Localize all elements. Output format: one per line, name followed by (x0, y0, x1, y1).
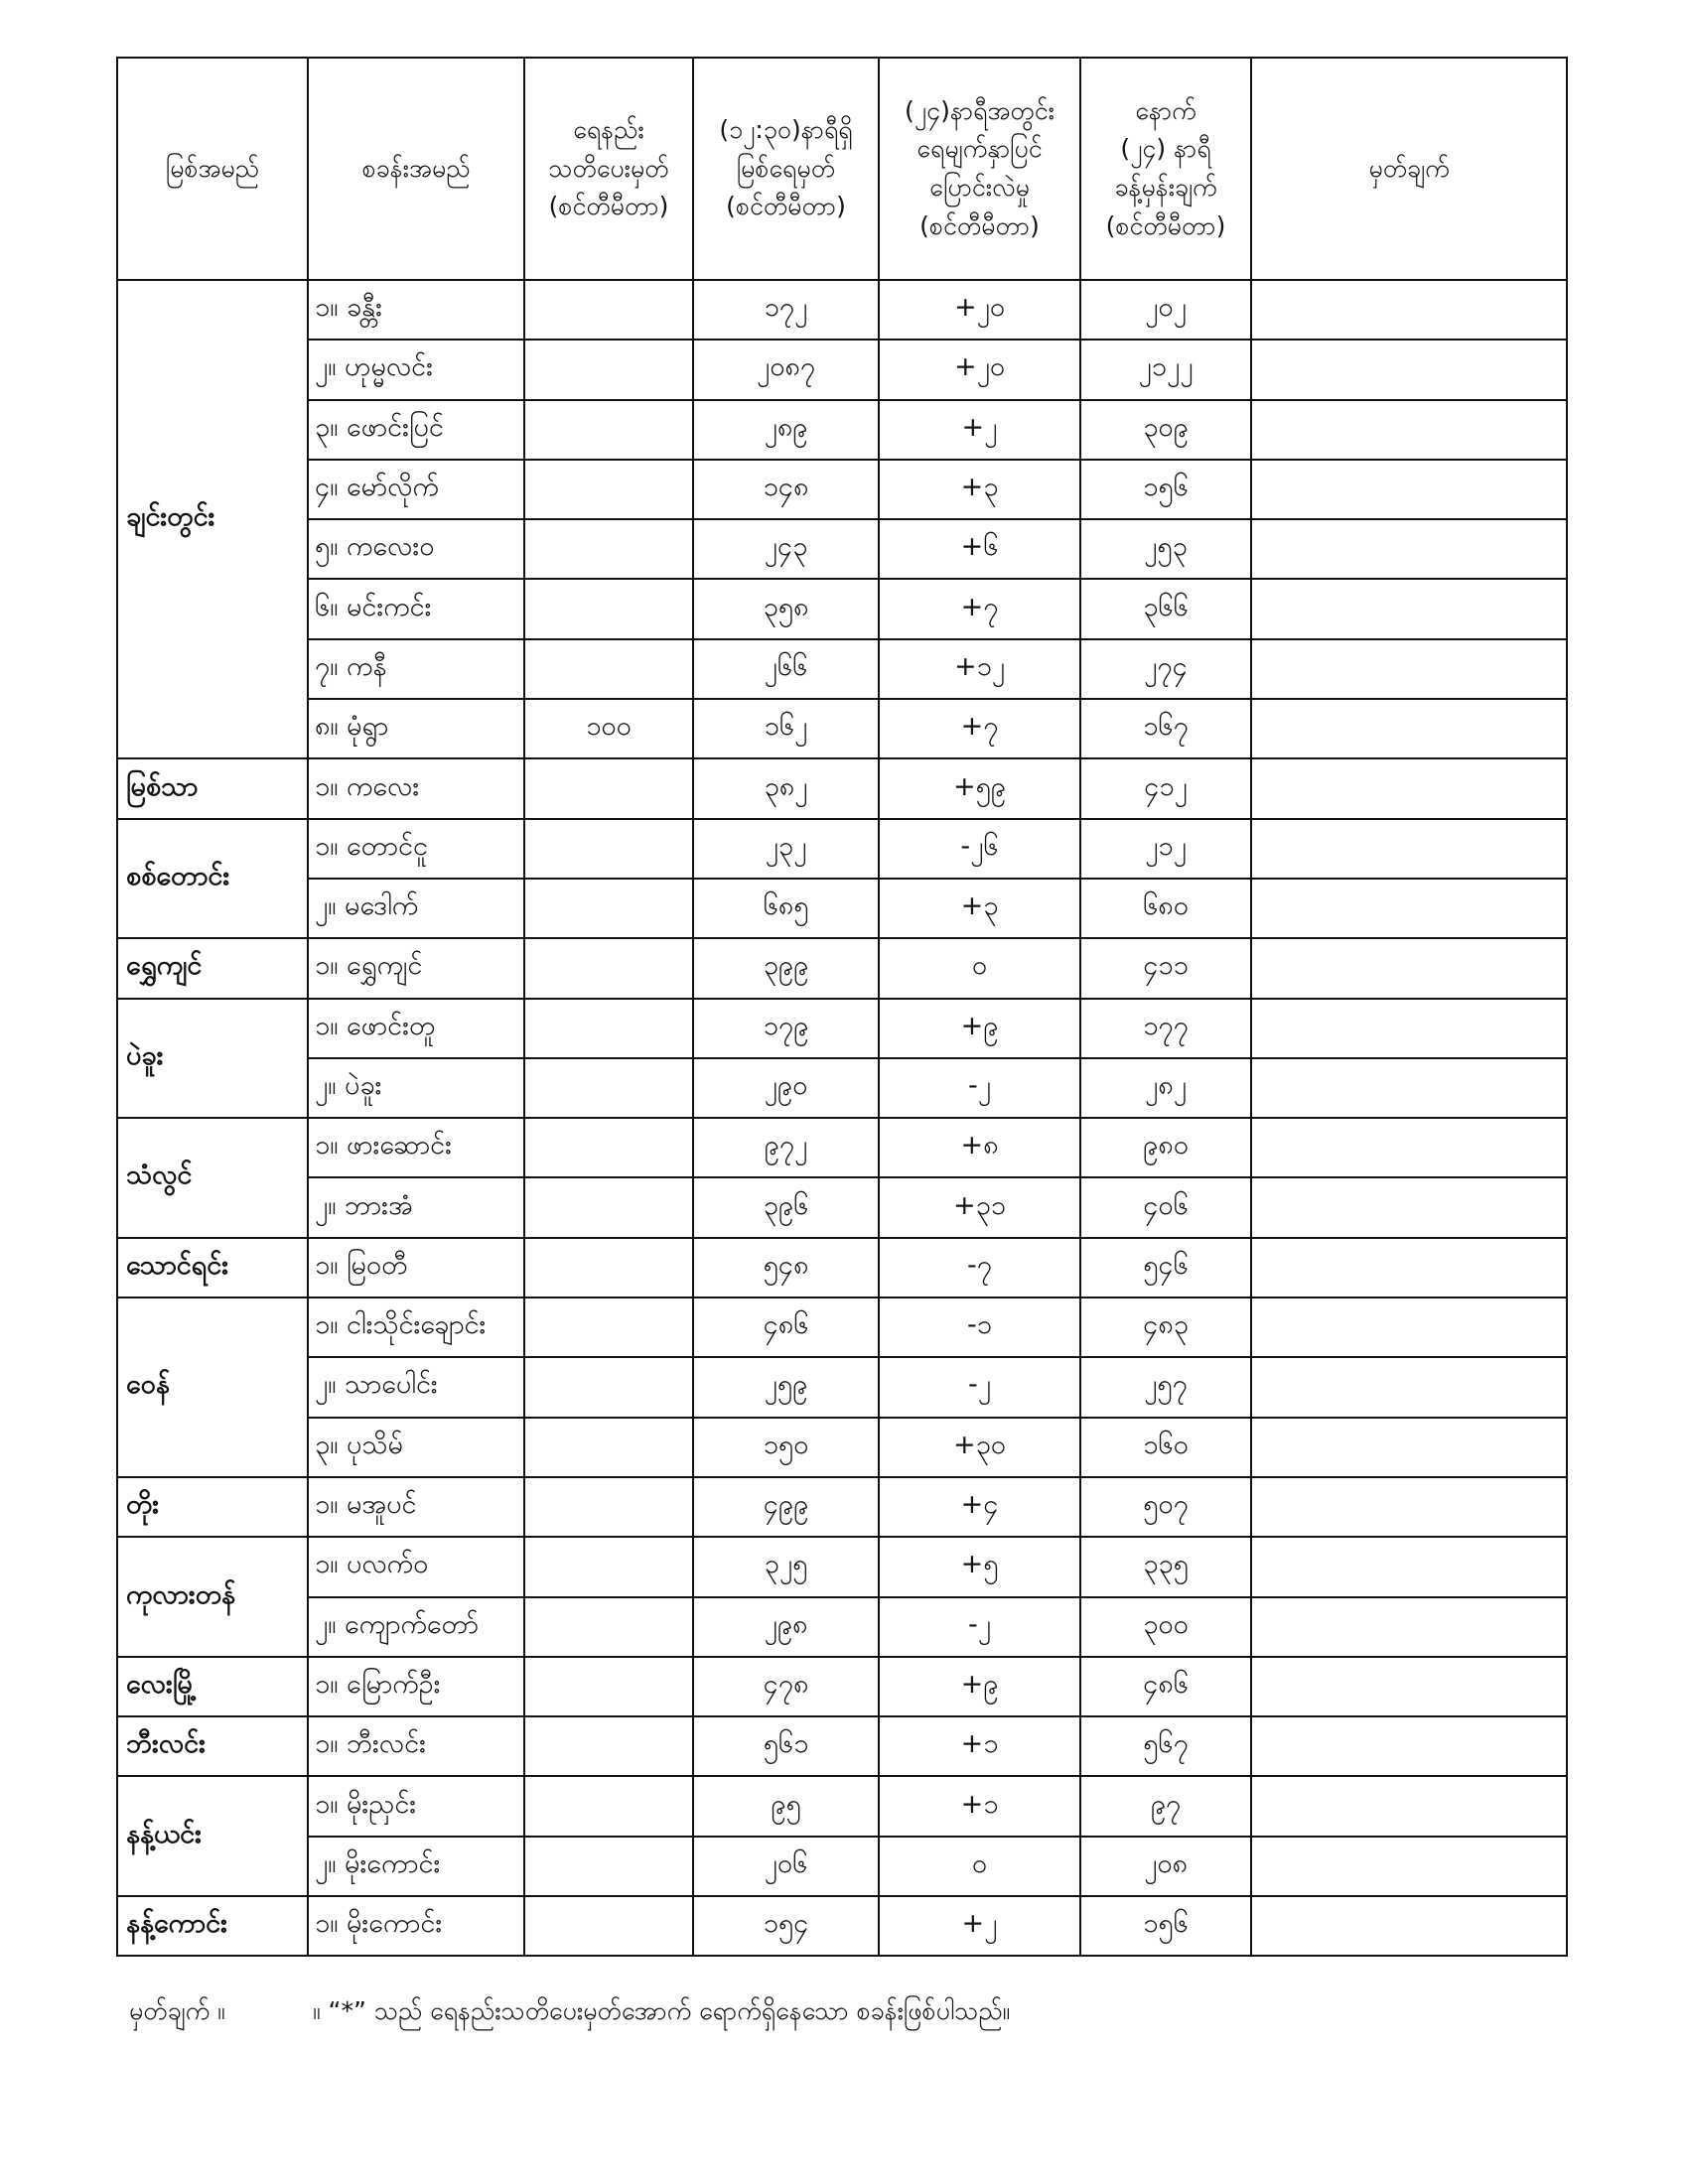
forecast-cell: ၄၈၃ (1080, 1297, 1251, 1357)
remark-cell (1251, 1776, 1567, 1836)
water-level-cell: ၉၇၂ (693, 1118, 879, 1177)
water-level-cell: ၁၇၂ (693, 280, 879, 340)
river-name: မြစ်သာ (117, 758, 308, 818)
table-row (117, 1776, 1567, 1836)
danger-level-cell (524, 1357, 693, 1417)
station-name: ၁။ တောင်ငူ (308, 819, 524, 879)
forecast-cell: ၂၁၂၂ (1080, 340, 1251, 399)
remark-cell (1251, 1418, 1567, 1477)
level-change-cell: -၂ (879, 1597, 1080, 1657)
danger-level-cell (524, 999, 693, 1058)
level-change-cell: +၉ (879, 1657, 1080, 1716)
station-name: ၁။ ပလက်ဝ (308, 1537, 524, 1596)
level-change-cell: +၈ (879, 1118, 1080, 1177)
station-name: ၂။ မိုးကောင်း (308, 1837, 524, 1896)
level-change-cell: +၁၂ (879, 639, 1080, 699)
water-level-cell: ၉၅ (693, 1776, 879, 1836)
forecast-cell: ၁၆၇ (1080, 699, 1251, 758)
forecast-cell: ၃၆၆ (1080, 579, 1251, 638)
river-name: ဘီးလင်း (117, 1716, 308, 1776)
river-name: ချင်းတွင်း (117, 280, 308, 758)
station-name: ၈။ မုံရွာ (308, 699, 524, 758)
danger-level-cell (524, 280, 693, 340)
level-change-cell: +၁ (879, 1776, 1080, 1836)
remark-cell (1251, 1716, 1567, 1776)
water-level-cell: ၂၆၆ (693, 639, 879, 699)
table-row (117, 1837, 1567, 1896)
remark-cell (1251, 1896, 1567, 1956)
water-level-cell: ၂၀၈၇ (693, 340, 879, 399)
station-name: ၃။ ဖောင်းပြင် (308, 400, 524, 460)
remark-cell (1251, 1297, 1567, 1357)
danger-level-cell (524, 1537, 693, 1596)
danger-level-cell: ၁၀၀ (524, 699, 693, 758)
level-change-cell: +၂ (879, 400, 1080, 460)
remark-cell (1251, 879, 1567, 938)
forecast-cell: ၃၃၅ (1080, 1537, 1251, 1596)
danger-level-cell (524, 579, 693, 638)
level-change-cell: +၂ (879, 1896, 1080, 1956)
forecast-cell: ၃၀၀ (1080, 1597, 1251, 1657)
remark-cell (1251, 460, 1567, 519)
water-level-cell: ၁၅၄ (693, 1896, 879, 1956)
table-row (117, 1418, 1567, 1477)
danger-level-cell (524, 1597, 693, 1657)
table-row (117, 1716, 1567, 1776)
danger-level-cell (524, 340, 693, 399)
remark-cell (1251, 999, 1567, 1058)
water-level-cell: ၃၉၉ (693, 938, 879, 998)
water-level-cell: ၂၅၉ (693, 1357, 879, 1417)
level-change-cell: +၇ (879, 579, 1080, 638)
water-level-cell: ၅၆၁ (693, 1716, 879, 1776)
water-level-cell: ၃၅၈ (693, 579, 879, 638)
forecast-cell: ၂၁၂ (1080, 819, 1251, 879)
water-level-cell: ၄၈၆ (693, 1297, 879, 1357)
remark-cell (1251, 819, 1567, 879)
remark-cell (1251, 758, 1567, 818)
table-row (117, 1896, 1567, 1956)
level-change-cell: -၂၆ (879, 819, 1080, 879)
danger-level-cell (524, 639, 693, 699)
remark-cell (1251, 938, 1567, 998)
remark-cell (1251, 1657, 1567, 1716)
danger-level-cell (524, 1657, 693, 1716)
water-level-cell: ၁၄၈ (693, 460, 879, 519)
forecast-cell: ၁၆၀ (1080, 1418, 1251, 1477)
forecast-cell: ၂၅၇ (1080, 1357, 1251, 1417)
forecast-cell: ၄၀၆ (1080, 1177, 1251, 1237)
table-row (117, 460, 1567, 519)
river-name: နန့်ကောင်း (117, 1896, 308, 1956)
table-row (117, 1058, 1567, 1118)
level-change-cell: +၅ (879, 1537, 1080, 1596)
table-row (117, 1238, 1567, 1297)
station-name: ၂။ သာပေါင်း (308, 1357, 524, 1417)
danger-level-cell (524, 1418, 693, 1477)
water-level-cell: ၁၆၂ (693, 699, 879, 758)
forecast-cell: ၉၇ (1080, 1776, 1251, 1836)
station-name: ၁။ ကလေး (308, 758, 524, 818)
remark-cell (1251, 340, 1567, 399)
forecast-cell: ၁၅၆ (1080, 1896, 1251, 1956)
table-row (117, 758, 1567, 818)
station-name: ၂။ ပဲခူး (308, 1058, 524, 1118)
river-name: ကုလားတန် (117, 1537, 308, 1657)
river-name: လေးမြို့ (117, 1657, 308, 1716)
forecast-cell: ၂၀၂ (1080, 280, 1251, 340)
danger-level-cell (524, 1297, 693, 1357)
station-name: ၇။ ကနီ (308, 639, 524, 699)
station-name: ၃။ ပုသိမ် (308, 1418, 524, 1477)
station-name: ၂။ ဟုမ္မလင်း (308, 340, 524, 399)
footnote-text: ။ “*” သည် ရေနည်းသတိပေးမှတ်အောက် ရောက်ရှိနေသော စခန်းဖြစ်ပါသည်။ (313, 1996, 1011, 2025)
danger-level-cell (524, 1716, 693, 1776)
station-name: ၁။ မိုးကောင်း (308, 1896, 524, 1956)
remark-cell (1251, 1357, 1567, 1417)
danger-level-cell (524, 879, 693, 938)
danger-level-cell (524, 938, 693, 998)
river-name: သောင်ရင်း (117, 1238, 308, 1297)
level-change-cell: -၇ (879, 1238, 1080, 1297)
water-level-cell: ၃၈၂ (693, 758, 879, 818)
river-level-table (116, 57, 1568, 1957)
forecast-cell: ၃၀၉ (1080, 400, 1251, 460)
table-row (117, 1297, 1567, 1357)
remark-cell (1251, 1238, 1567, 1297)
station-name: ၁။ ဖားဆောင်း (308, 1118, 524, 1177)
level-change-cell: ၀ (879, 1837, 1080, 1896)
water-level-cell: ၂၉၀ (693, 1058, 879, 1118)
table-row (117, 1537, 1567, 1596)
footnote-label: မှတ်ချက် ။ (129, 1996, 225, 2025)
forecast-cell: ၅၆၇ (1080, 1716, 1251, 1776)
danger-level-cell (524, 519, 693, 579)
river-name: သံလွင် (117, 1118, 308, 1238)
water-level-cell: ၄၉၉ (693, 1477, 879, 1537)
table-row (117, 579, 1567, 638)
river-name: ဝေန် (117, 1297, 308, 1477)
level-change-cell: +၃၀ (879, 1418, 1080, 1477)
station-name: ၁။ ဘီးလင်း (308, 1716, 524, 1776)
level-change-cell: +၂၀ (879, 340, 1080, 399)
station-name: ၁။ မြောက်ဦး (308, 1657, 524, 1716)
footnote (129, 1995, 1010, 2032)
header-river: မြစ်အမည် (117, 58, 308, 280)
forecast-cell: ၉၈၀ (1080, 1118, 1251, 1177)
table-body (117, 280, 1567, 1956)
level-change-cell: -၂ (879, 1058, 1080, 1118)
station-name: ၆။ မင်းကင်း (308, 579, 524, 638)
river-name: တိုး (117, 1477, 308, 1537)
header-remarks: မှတ်ချက် (1251, 58, 1567, 280)
remark-cell (1251, 1537, 1567, 1596)
river-name: ပဲခူး (117, 999, 308, 1119)
header-row (117, 58, 1567, 280)
table-row (117, 699, 1567, 758)
level-change-cell: +၂၀ (879, 280, 1080, 340)
level-change-cell: +၅၉ (879, 758, 1080, 818)
table-row (117, 400, 1567, 460)
header-danger-level: ရေနည်း သတိပေးမှတ် (စင်တီမီတာ) (524, 58, 693, 280)
level-change-cell: +၆ (879, 519, 1080, 579)
forecast-cell: ၁၇၇ (1080, 999, 1251, 1058)
table-row (117, 639, 1567, 699)
water-level-cell: ၂၈၉ (693, 400, 879, 460)
remark-cell (1251, 519, 1567, 579)
water-level-cell: ၂၉၈ (693, 1597, 879, 1657)
level-change-cell: +၉ (879, 999, 1080, 1058)
table-row (117, 1357, 1567, 1417)
remark-cell (1251, 1597, 1567, 1657)
header-current-level: (၁၂:၃၀)နာရီရှိ မြစ်ရေမှတ် (စင်တီမီတာ) (693, 58, 879, 280)
remark-cell (1251, 280, 1567, 340)
danger-level-cell (524, 758, 693, 818)
water-level-cell: ၃၂၅ (693, 1537, 879, 1596)
forecast-cell: ၄၁၂ (1080, 758, 1251, 818)
station-name: ၁။ မြဝတီ (308, 1238, 524, 1297)
water-level-cell: ၃၉၆ (693, 1177, 879, 1237)
remark-cell (1251, 1477, 1567, 1537)
station-name: ၂။ ဘားအံ (308, 1177, 524, 1237)
table-row (117, 938, 1567, 998)
danger-level-cell (524, 1837, 693, 1896)
remark-cell (1251, 1118, 1567, 1177)
water-level-cell: ၅၄၈ (693, 1238, 879, 1297)
forecast-cell: ၂၇၄ (1080, 639, 1251, 699)
station-name: ၂။ မဒေါက် (308, 879, 524, 938)
water-level-cell: ၆၈၅ (693, 879, 879, 938)
danger-level-cell (524, 1058, 693, 1118)
level-change-cell: +၁ (879, 1716, 1080, 1776)
forecast-cell: ၂၈၂ (1080, 1058, 1251, 1118)
table-row (117, 340, 1567, 399)
level-change-cell: -၁ (879, 1297, 1080, 1357)
danger-level-cell (524, 1238, 693, 1297)
header-24h-change: (၂၄)နာရီအတွင်း ရေမျက်နှာပြင် ပြောင်းလဲမှု (စင်တီမီတာ) (879, 58, 1080, 280)
table-row (117, 1477, 1567, 1537)
station-name: ၄။ မော်လိုက် (308, 460, 524, 519)
level-change-cell: -၂ (879, 1357, 1080, 1417)
table-row (117, 1657, 1567, 1716)
remark-cell (1251, 1837, 1567, 1896)
river-name: နန့်ယင်း (117, 1776, 308, 1896)
station-name: ၅။ ကလေးဝ (308, 519, 524, 579)
forecast-cell: ၂၅၃ (1080, 519, 1251, 579)
remark-cell (1251, 1177, 1567, 1237)
danger-level-cell (524, 1118, 693, 1177)
danger-level-cell (524, 400, 693, 460)
header-forecast: နောက် (၂၄) နာရီ ခန့်မှန်းချက် (စင်တီမီတာ) (1080, 58, 1251, 280)
water-level-cell: ၄၇၈ (693, 1657, 879, 1716)
table-row (117, 999, 1567, 1058)
forecast-cell: ၁၅၆ (1080, 460, 1251, 519)
station-name: ၁။ မိုးညှင်း (308, 1776, 524, 1836)
station-name: ၁။ ငါးသိုင်းချောင်း (308, 1297, 524, 1357)
remark-cell (1251, 699, 1567, 758)
water-level-cell: ၂၀၆ (693, 1837, 879, 1896)
remark-cell (1251, 1058, 1567, 1118)
remark-cell (1251, 579, 1567, 638)
level-change-cell: +၃၁ (879, 1177, 1080, 1237)
table-row (117, 280, 1567, 340)
forecast-cell: ၅၄၆ (1080, 1238, 1251, 1297)
station-name: ၂။ ကျောက်တော် (308, 1597, 524, 1657)
water-level-cell: ၂၄၃ (693, 519, 879, 579)
level-change-cell: ၀ (879, 938, 1080, 998)
forecast-cell: ၆၈၀ (1080, 879, 1251, 938)
table-row (117, 879, 1567, 938)
danger-level-cell (524, 1896, 693, 1956)
river-name: စစ်တောင်း (117, 819, 308, 939)
table-row (117, 1177, 1567, 1237)
remark-cell (1251, 400, 1567, 460)
station-name: ၁။ ဖောင်းတူ (308, 999, 524, 1058)
station-name: ၁။ ခန္တီး (308, 280, 524, 340)
forecast-cell: ၅၀၇ (1080, 1477, 1251, 1537)
water-level-cell: ၁၅၀ (693, 1418, 879, 1477)
level-change-cell: +၄ (879, 1477, 1080, 1537)
danger-level-cell (524, 1477, 693, 1537)
level-change-cell: +၃ (879, 460, 1080, 519)
water-level-cell: ၂၃၂ (693, 819, 879, 879)
station-name: ၁။ မအူပင် (308, 1477, 524, 1537)
water-level-cell: ၁၇၉ (693, 999, 879, 1058)
station-name: ၁။ ရွှေကျင် (308, 938, 524, 998)
table-row (117, 819, 1567, 879)
danger-level-cell (524, 1177, 693, 1237)
danger-level-cell (524, 1776, 693, 1836)
forecast-cell: ၄၈၆ (1080, 1657, 1251, 1716)
header-station: စခန်းအမည် (308, 58, 524, 280)
river-name: ရွှေကျင် (117, 938, 308, 998)
forecast-cell: ၂၀၈ (1080, 1837, 1251, 1896)
forecast-cell: ၄၁၁ (1080, 938, 1251, 998)
table-row (117, 1118, 1567, 1177)
level-change-cell: +၇ (879, 699, 1080, 758)
remark-cell (1251, 639, 1567, 699)
table-row (117, 1597, 1567, 1657)
table-row (117, 519, 1567, 579)
danger-level-cell (524, 819, 693, 879)
danger-level-cell (524, 460, 693, 519)
level-change-cell: +၃ (879, 879, 1080, 938)
